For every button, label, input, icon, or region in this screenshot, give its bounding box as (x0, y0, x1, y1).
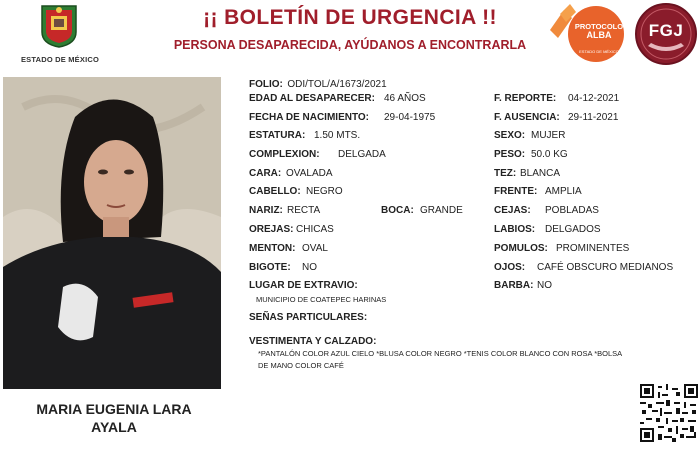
field-value-estatura: 1.50 MTS. (314, 130, 361, 141)
field-label-pomulos: POMULOS: (494, 243, 548, 254)
field-value-ausencia: 29-11-2021 (568, 112, 619, 123)
protocolo-alba-sublabel: ESTADO DE MÉXICO (579, 49, 619, 54)
field-value-cejas: POBLADAS (545, 205, 599, 216)
field-label-bigote: BIGOTE: (249, 262, 291, 273)
field-value-reporte: 04-12-2021 (568, 93, 620, 104)
field-label-ojos: OJOS: (494, 262, 526, 273)
field-label-menton: MENTON: (249, 243, 296, 254)
field-value-barba: NO (537, 280, 552, 291)
field-label-labios: LABIOS: (494, 224, 536, 235)
field-label-senas: SEÑAS PARTICULARES: (249, 312, 368, 323)
field-label-estatura: ESTATURA: (249, 130, 306, 141)
field-value-sexo: MUJER (531, 130, 566, 141)
field-label-orejas: OREJAS: (249, 224, 294, 235)
field-label-sexo: SEXO: (494, 130, 526, 141)
field-value-pomulos: PROMINENTES (556, 243, 630, 254)
field-value-vestimenta-line2: DE MANO COLOR CAFÉ (258, 361, 344, 370)
field-value-cara: OVALADA (286, 168, 333, 179)
fgj-label: FGJ (648, 21, 684, 40)
field-label-edad: EDAD AL DESAPARECER: (249, 93, 375, 104)
field-value-peso: 50.0 KG (531, 149, 568, 160)
missing-person-name: MARIA EUGENIA LARA AYALA (36, 401, 192, 435)
field-label-boca: BOCA: (381, 205, 414, 216)
field-label-nariz: NARIZ: (249, 205, 283, 216)
field-label-cejas: CEJAS: (494, 205, 531, 216)
field-label-reporte: F. REPORTE: (494, 93, 557, 104)
field-label-cabello: CABELLO: (249, 186, 301, 197)
field-label-barba: BARBA: (494, 280, 534, 291)
estado-de-mexico-emblem-icon (36, 2, 82, 48)
field-value: ODI/TOL/A/1673/2021 (287, 79, 387, 90)
field-label-complexion: COMPLEXION: (249, 149, 320, 160)
field-label-nacimiento: FECHA DE NACIMIENTO: (249, 112, 369, 123)
field-value-complexion: DELGADA (338, 149, 386, 160)
field-value-bigote: NO (302, 262, 317, 273)
field-value-boca: GRANDE (420, 205, 463, 216)
field-value-lugar: MUNICIPIO DE COATEPEC HARINAS (256, 295, 387, 304)
field-label-tez: TEZ: (494, 168, 517, 179)
field-value-nacimiento: 29-04-1975 (384, 112, 436, 123)
field-label-cara: CARA: (249, 168, 282, 179)
qr-code-icon (640, 384, 698, 442)
field-value-nariz: RECTA (287, 205, 321, 216)
field-value-frente: AMPLIA (545, 186, 582, 197)
field-label: FOLIO: (249, 79, 283, 90)
field-value-cabello: NEGRO (306, 186, 343, 197)
protocolo-alba-label: PROTOCOLO ALBA (574, 22, 624, 40)
field-value-tez: BLANCA (520, 168, 561, 179)
field-label-lugar: LUGAR DE EXTRAVIO: (249, 280, 358, 291)
field-value-edad: 46 AÑOS (384, 93, 426, 104)
field-value-orejas: CHICAS (296, 224, 334, 235)
field-value-ojos: CAFÉ OBSCURO MEDIANOS (537, 262, 674, 273)
field-value-vestimenta-line1: *PANTALÓN COLOR AZUL CIELO *BLUSA COLOR NEGRO *TENIS COLOR BLANCO CON ROSA *BOLSA (258, 349, 623, 358)
field-value-labios: DELGADOS (545, 224, 601, 235)
field-label-frente: FRENTE: (494, 186, 538, 197)
estado-de-mexico-label: ESTADO DE MÉXICO (20, 55, 100, 64)
bulletin-title: ¡¡ BOLETÍN DE URGENCIA !! (203, 6, 497, 29)
field-label-peso: PESO: (494, 149, 526, 160)
field-label-vestimenta: VESTIMENTA Y CALZADO: (249, 336, 377, 347)
bulletin-subtitle: PERSONA DESAPARECIDA, AYÚDANOS A ENCONTRARLA (173, 38, 527, 52)
field-folio (249, 74, 387, 92)
field-label-ausencia: F. AUSENCIA: (494, 112, 560, 123)
missing-person-photo (3, 77, 221, 389)
field-value-menton: OVAL (302, 243, 328, 254)
